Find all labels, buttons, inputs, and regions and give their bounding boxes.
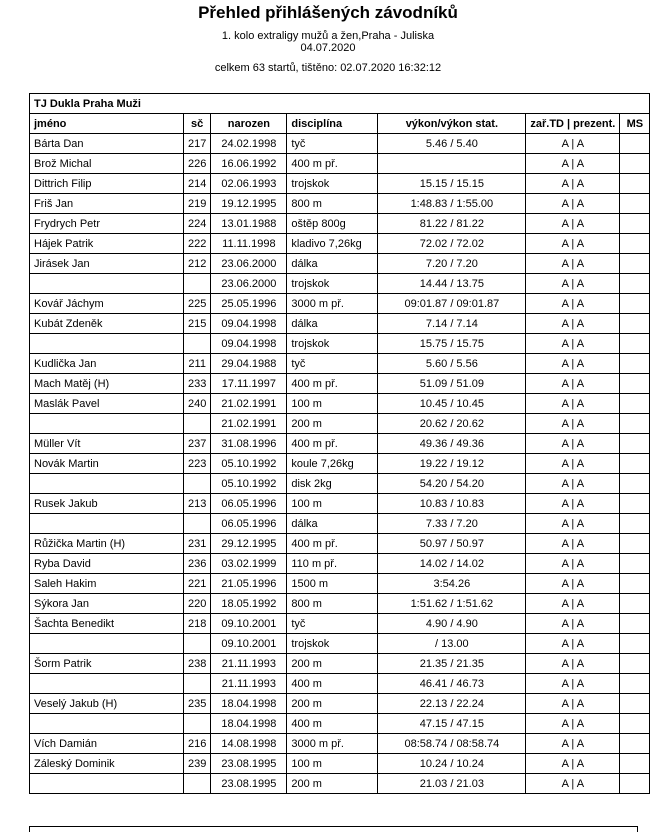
cell-performance: 81.22 / 81.22 (378, 214, 526, 234)
cell-name: Rusek Jakub (30, 494, 184, 514)
cell-dob: 18.04.1998 (211, 694, 287, 714)
cell-sc: 219 (184, 194, 211, 214)
cell-dob: 31.08.1996 (211, 434, 287, 454)
cell-presence: A | A (526, 774, 620, 794)
cell-performance: 08:58.74 / 08:58.74 (378, 734, 526, 754)
cell-dob: 17.11.1997 (211, 374, 287, 394)
cell-sc (184, 714, 211, 734)
cell-name (30, 634, 184, 654)
cell-performance: 10.45 / 10.45 (378, 394, 526, 414)
cell-discipline: 400 m př. (287, 154, 378, 174)
cell-name (30, 274, 184, 294)
cell-performance: 14.44 / 13.75 (378, 274, 526, 294)
cell-discipline: trojskok (287, 274, 378, 294)
cell-dob: 06.05.1996 (211, 494, 287, 514)
cell-name (30, 414, 184, 434)
cell-presence: A | A (526, 574, 620, 594)
cell-sc: 236 (184, 554, 211, 574)
cell-performance: 7.33 / 7.20 (378, 514, 526, 534)
cell-discipline: 200 m (287, 654, 378, 674)
cell-ms (620, 274, 650, 294)
cell-presence: A | A (526, 154, 620, 174)
cell-sc: 239 (184, 754, 211, 774)
cell-performance: 46.41 / 46.73 (378, 674, 526, 694)
cell-ms (620, 294, 650, 314)
table-row (30, 534, 650, 554)
cell-sc (184, 334, 211, 354)
cell-ms (620, 534, 650, 554)
table-row (30, 234, 650, 254)
cell-dob: 09.04.1998 (211, 314, 287, 334)
cell-name: Záleský Dominik (30, 754, 184, 774)
cell-presence: A | A (526, 534, 620, 554)
cell-dob: 23.08.1995 (211, 774, 287, 794)
table-row (30, 694, 650, 714)
cell-performance: 09:01.87 / 09:01.87 (378, 294, 526, 314)
cell-sc: 235 (184, 694, 211, 714)
cell-presence: A | A (526, 554, 620, 574)
cell-sc: 226 (184, 154, 211, 174)
table-row (30, 774, 650, 794)
cell-sc: 237 (184, 434, 211, 454)
cell-ms (620, 174, 650, 194)
cell-name: Hájek Patrik (30, 234, 184, 254)
cell-performance: 1:51.62 / 1:51.62 (378, 594, 526, 614)
cell-discipline: tyč (287, 134, 378, 154)
cell-sc: 231 (184, 534, 211, 554)
cell-sc: 211 (184, 354, 211, 374)
cell-performance: 10.83 / 10.83 (378, 494, 526, 514)
cell-name: Dittrich Filip (30, 174, 184, 194)
table-row (30, 314, 650, 334)
cell-presence: A | A (526, 754, 620, 774)
cell-sc: 213 (184, 494, 211, 514)
cell-dob: 21.11.1993 (211, 654, 287, 674)
cell-name (30, 674, 184, 694)
cell-name: Veselý Jakub (H) (30, 694, 184, 714)
cell-ms (620, 354, 650, 374)
cell-discipline: oštěp 800g (287, 214, 378, 234)
cell-sc: 224 (184, 214, 211, 234)
cell-performance: 54.20 / 54.20 (378, 474, 526, 494)
cell-presence: A | A (526, 674, 620, 694)
cell-name (30, 474, 184, 494)
cell-performance: 22.13 / 22.24 (378, 694, 526, 714)
cell-presence: A | A (526, 134, 620, 154)
cell-presence: A | A (526, 394, 620, 414)
cell-performance: 15.15 / 15.15 (378, 174, 526, 194)
table-row (30, 194, 650, 214)
cell-discipline: tyč (287, 354, 378, 374)
table-row (30, 394, 650, 414)
cell-discipline: 200 m (287, 774, 378, 794)
cell-dob: 03.02.1999 (211, 554, 287, 574)
cell-name: Brož Michal (30, 154, 184, 174)
table-row (30, 654, 650, 674)
cell-name: Kovář Jáchym (30, 294, 184, 314)
table-row (30, 574, 650, 594)
cell-name: Vích Damián (30, 734, 184, 754)
cell-dob: 18.04.1998 (211, 714, 287, 734)
table-row (30, 254, 650, 274)
cell-sc (184, 474, 211, 494)
club-name: TJ Dukla Praha Muži (30, 94, 650, 114)
cell-dob: 13.01.1988 (211, 214, 287, 234)
table-row (30, 554, 650, 574)
cell-ms (620, 754, 650, 774)
cell-name: Bárta Dan (30, 134, 184, 154)
cell-dob: 21.11.1993 (211, 674, 287, 694)
cell-dob: 05.10.1992 (211, 474, 287, 494)
cell-ms (620, 674, 650, 694)
cell-performance: 5.46 / 5.40 (378, 134, 526, 154)
cell-sc (184, 274, 211, 294)
cell-performance: 1:48.83 / 1:55.00 (378, 194, 526, 214)
table-row (30, 214, 650, 234)
cell-ms (620, 454, 650, 474)
cell-discipline: 400 m (287, 674, 378, 694)
cell-discipline: 200 m (287, 694, 378, 714)
cell-discipline: 100 m (287, 494, 378, 514)
cell-performance: 15.75 / 15.75 (378, 334, 526, 354)
cell-performance: 51.09 / 51.09 (378, 374, 526, 394)
cell-discipline: 800 m (287, 594, 378, 614)
cell-ms (620, 154, 650, 174)
cell-presence: A | A (526, 634, 620, 654)
cell-discipline: trojskok (287, 174, 378, 194)
cell-performance: 14.02 / 14.02 (378, 554, 526, 574)
col-header-sc: sč (184, 114, 211, 134)
cell-sc: 223 (184, 454, 211, 474)
cell-presence: A | A (526, 474, 620, 494)
cell-ms (620, 574, 650, 594)
cell-name: Ryba David (30, 554, 184, 574)
cell-performance: 20.62 / 20.62 (378, 414, 526, 434)
cell-name: Maslák Pavel (30, 394, 184, 414)
table-row (30, 154, 650, 174)
table-row (30, 274, 650, 294)
cell-ms (620, 634, 650, 654)
cell-sc (184, 414, 211, 434)
cell-name: Friš Jan (30, 194, 184, 214)
table-row (30, 334, 650, 354)
cell-dob: 09.10.2001 (211, 634, 287, 654)
table-row (30, 634, 650, 654)
next-section-edge (29, 826, 638, 832)
cell-name: Mach Matěj (H) (30, 374, 184, 394)
cell-sc: 240 (184, 394, 211, 414)
cell-performance: 21.03 / 21.03 (378, 774, 526, 794)
cell-ms (620, 494, 650, 514)
cell-performance: 3:54.26 (378, 574, 526, 594)
cell-performance: 47.15 / 47.15 (378, 714, 526, 734)
cell-dob: 16.06.1992 (211, 154, 287, 174)
cell-sc: 225 (184, 294, 211, 314)
cell-dob: 29.12.1995 (211, 534, 287, 554)
table-row (30, 454, 650, 474)
cell-name: Frydrych Petr (30, 214, 184, 234)
cell-dob: 14.08.1998 (211, 734, 287, 754)
cell-performance: 49.36 / 49.36 (378, 434, 526, 454)
cell-presence: A | A (526, 434, 620, 454)
cell-ms (620, 414, 650, 434)
cell-dob: 05.10.1992 (211, 454, 287, 474)
cell-ms (620, 254, 650, 274)
cell-dob: 11.11.1998 (211, 234, 287, 254)
cell-discipline: trojskok (287, 334, 378, 354)
cell-ms (620, 614, 650, 634)
cell-discipline: 400 m př. (287, 374, 378, 394)
cell-dob: 09.04.1998 (211, 334, 287, 354)
cell-ms (620, 434, 650, 454)
cell-discipline: 400 m př. (287, 434, 378, 454)
cell-name (30, 714, 184, 734)
cell-dob: 06.05.1996 (211, 514, 287, 534)
cell-performance (378, 154, 526, 174)
cell-name: Kubát Zdeněk (30, 314, 184, 334)
cell-presence: A | A (526, 734, 620, 754)
table-row (30, 754, 650, 774)
cell-sc: 217 (184, 134, 211, 154)
cell-sc: 216 (184, 734, 211, 754)
cell-name: Šorm Patrik (30, 654, 184, 674)
column-header-row (30, 114, 650, 134)
cell-discipline: 100 m (287, 394, 378, 414)
cell-performance: 7.14 / 7.14 (378, 314, 526, 334)
cell-ms (620, 334, 650, 354)
table-row (30, 674, 650, 694)
cell-performance: 10.24 / 10.24 (378, 754, 526, 774)
table-row (30, 414, 650, 434)
cell-presence: A | A (526, 614, 620, 634)
cell-name: Šachta Benedikt (30, 614, 184, 634)
cell-presence: A | A (526, 354, 620, 374)
cell-sc (184, 774, 211, 794)
cell-sc: 220 (184, 594, 211, 614)
table-row (30, 714, 650, 734)
cell-dob: 25.05.1996 (211, 294, 287, 314)
cell-presence: A | A (526, 374, 620, 394)
cell-discipline: 800 m (287, 194, 378, 214)
cell-sc: 214 (184, 174, 211, 194)
cell-discipline: dálka (287, 314, 378, 334)
cell-discipline: 400 m (287, 714, 378, 734)
cell-name: Růžička Martin (H) (30, 534, 184, 554)
cell-presence: A | A (526, 174, 620, 194)
cell-presence: A | A (526, 314, 620, 334)
cell-ms (620, 314, 650, 334)
cell-performance: 5.60 / 5.56 (378, 354, 526, 374)
cell-dob: 23.06.2000 (211, 254, 287, 274)
cell-presence: A | A (526, 254, 620, 274)
cell-dob: 09.10.2001 (211, 614, 287, 634)
cell-name: Sýkora Jan (30, 594, 184, 614)
cell-presence: A | A (526, 414, 620, 434)
cell-dob: 21.02.1991 (211, 414, 287, 434)
cell-performance: 7.20 / 7.20 (378, 254, 526, 274)
cell-name: Jirásek Jan (30, 254, 184, 274)
table-row (30, 174, 650, 194)
cell-presence: A | A (526, 274, 620, 294)
cell-sc: 233 (184, 374, 211, 394)
table-row (30, 514, 650, 534)
cell-dob: 29.04.1988 (211, 354, 287, 374)
cell-discipline: koule 7,26kg (287, 454, 378, 474)
table-row (30, 294, 650, 314)
cell-ms (620, 734, 650, 754)
cell-discipline: 200 m (287, 414, 378, 434)
table-row (30, 434, 650, 454)
table-row (30, 374, 650, 394)
cell-ms (620, 594, 650, 614)
cell-name: Kudlička Jan (30, 354, 184, 374)
cell-sc (184, 674, 211, 694)
cell-name (30, 334, 184, 354)
cell-presence: A | A (526, 714, 620, 734)
cell-dob: 21.05.1996 (211, 574, 287, 594)
cell-dob: 24.02.1998 (211, 134, 287, 154)
cell-presence: A | A (526, 694, 620, 714)
cell-presence: A | A (526, 294, 620, 314)
cell-sc: 215 (184, 314, 211, 334)
cell-ms (620, 474, 650, 494)
cell-name: Novák Martin (30, 454, 184, 474)
table-row (30, 734, 650, 754)
cell-discipline: tyč (287, 614, 378, 634)
table-row (30, 614, 650, 634)
cell-ms (620, 374, 650, 394)
table-row (30, 134, 650, 154)
table-row (30, 494, 650, 514)
page-title: Přehled přihlášených závodníků (198, 3, 458, 22)
cell-discipline: kladivo 7,26kg (287, 234, 378, 254)
cell-ms (620, 134, 650, 154)
cell-performance: 4.90 / 4.90 (378, 614, 526, 634)
col-header-discipline: disciplína (287, 114, 378, 134)
cell-ms (620, 774, 650, 794)
cell-discipline: 3000 m př. (287, 734, 378, 754)
starts-summary: celkem 63 startů, tištěno: 02.07.2020 16:32:12 (214, 62, 442, 74)
cell-sc: 212 (184, 254, 211, 274)
cell-ms (620, 714, 650, 734)
cell-ms (620, 654, 650, 674)
table-row (30, 474, 650, 494)
cell-discipline: 400 m př. (287, 534, 378, 554)
cell-presence: A | A (526, 194, 620, 214)
cell-discipline: dálka (287, 514, 378, 534)
cell-presence: A | A (526, 454, 620, 474)
cell-performance: / 13.00 (378, 634, 526, 654)
cell-ms (620, 514, 650, 534)
cell-performance: 50.97 / 50.97 (378, 534, 526, 554)
cell-dob: 23.06.2000 (211, 274, 287, 294)
event-name: 1. kolo extraligy mužů a žen,Praha - Juliska (221, 30, 435, 42)
cell-dob: 21.02.1991 (211, 394, 287, 414)
cell-ms (620, 194, 650, 214)
table-row (30, 354, 650, 374)
cell-discipline: trojskok (287, 634, 378, 654)
club-header-row (30, 94, 650, 114)
cell-presence: A | A (526, 334, 620, 354)
col-header-performance: výkon/výkon stat. (378, 114, 526, 134)
cell-ms (620, 554, 650, 574)
cell-name (30, 514, 184, 534)
cell-sc: 218 (184, 614, 211, 634)
cell-ms (620, 234, 650, 254)
cell-presence: A | A (526, 594, 620, 614)
cell-dob: 23.08.1995 (211, 754, 287, 774)
cell-sc: 221 (184, 574, 211, 594)
cell-sc (184, 514, 211, 534)
cell-discipline: disk 2kg (287, 474, 378, 494)
cell-dob: 18.05.1992 (211, 594, 287, 614)
entries-table (29, 93, 650, 794)
cell-presence: A | A (526, 214, 620, 234)
cell-presence: A | A (526, 494, 620, 514)
cell-presence: A | A (526, 654, 620, 674)
event-date: 04.07.2020 (300, 42, 356, 54)
cell-discipline: 1500 m (287, 574, 378, 594)
col-header-presence: zař.TD | prezent. (526, 114, 620, 134)
col-header-dob: narozen (211, 114, 287, 134)
col-header-name: jméno (30, 114, 184, 134)
cell-ms (620, 394, 650, 414)
cell-dob: 19.12.1995 (211, 194, 287, 214)
cell-presence: A | A (526, 514, 620, 534)
cell-performance: 21.35 / 21.35 (378, 654, 526, 674)
cell-sc (184, 634, 211, 654)
col-header-ms: MS (620, 114, 650, 134)
cell-presence: A | A (526, 234, 620, 254)
cell-discipline: 3000 m př. (287, 294, 378, 314)
cell-discipline: 100 m (287, 754, 378, 774)
cell-name (30, 774, 184, 794)
cell-discipline: dálka (287, 254, 378, 274)
cell-name: Müller Vít (30, 434, 184, 454)
cell-performance: 72.02 / 72.02 (378, 234, 526, 254)
cell-performance: 19.22 / 19.12 (378, 454, 526, 474)
cell-ms (620, 694, 650, 714)
cell-sc: 222 (184, 234, 211, 254)
cell-name: Saleh Hakim (30, 574, 184, 594)
cell-ms (620, 214, 650, 234)
cell-sc: 238 (184, 654, 211, 674)
cell-dob: 02.06.1993 (211, 174, 287, 194)
cell-discipline: 110 m př. (287, 554, 378, 574)
table-row (30, 594, 650, 614)
